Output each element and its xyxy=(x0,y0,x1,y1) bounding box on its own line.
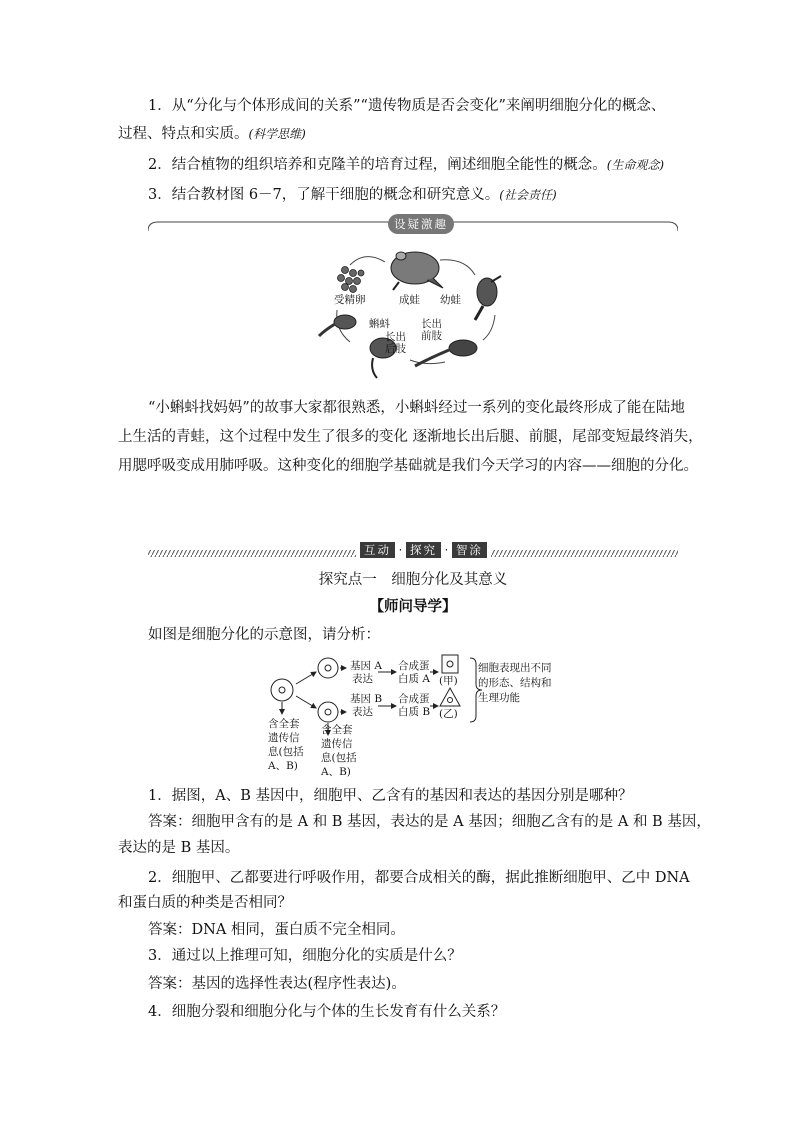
protein-a-line-1: 合成蛋 xyxy=(398,660,430,672)
cell-jia-icon xyxy=(442,655,458,673)
section-banner-labels xyxy=(356,542,491,562)
banner-label-b: 探究 xyxy=(406,542,441,558)
question-2-line-1: 2．细胞甲、乙都要进行呼吸作用，都要合成相关的酶，据此推断细胞甲、乙中 DNA xyxy=(148,870,690,886)
branch-arrow-b xyxy=(296,696,316,708)
brace-text-1: 细胞表现出不同 xyxy=(478,662,552,674)
adult-frog-icon xyxy=(391,252,443,290)
label-adult-frog: 成蛙 xyxy=(399,294,420,306)
answer-1-line-2: 表达的是 B 基因。 xyxy=(118,840,240,856)
intro-line-2: 上生活的青蛙，这个过程中发生了很多的变化 逐渐地长出后腿、前腿，尾部变短最终消失， xyxy=(118,429,703,445)
gene-a-line-2: 表达 xyxy=(352,673,373,685)
mid-note-4: A、B) xyxy=(321,766,351,778)
objective-1-continued xyxy=(118,124,306,144)
mid-note-2: 遗传信 xyxy=(321,738,353,750)
banner-label-a: 互动 xyxy=(360,542,395,558)
cell-jia-label: (甲) xyxy=(439,675,458,687)
intro-banner-label: 设疑激趣 xyxy=(388,214,454,234)
cell-yi-icon xyxy=(440,688,460,706)
left-note-2: 遗传信 xyxy=(268,732,300,744)
label-hind-2: 后肢 xyxy=(385,343,406,355)
diagram-prompt: 如图是细胞分化的示意图，请分析： xyxy=(148,627,380,643)
gene-b-line-1: 基因 B xyxy=(350,693,383,705)
objective-1-text: 1．从“分化与个体形成间的关系”“遗传物质是否会变化”来阐明细胞分化的概念、 xyxy=(148,98,666,114)
protein-b-line-1: 合成蛋 xyxy=(398,693,430,705)
left-note-3: 息(包括 xyxy=(268,746,304,758)
brace-text-3: 生理功能 xyxy=(478,692,520,704)
frog-life-cycle-illustration xyxy=(315,240,515,390)
branch-arrow-a xyxy=(296,672,316,684)
mid-note-1: 含全套 xyxy=(321,724,353,736)
objective-1-cont: 过程、特点和实质。 xyxy=(118,126,249,142)
question-4: 4．细胞分裂和细胞分化与个体的生长发育有什么关系？ xyxy=(148,1004,506,1020)
left-note-4: A、B) xyxy=(268,760,298,772)
gene-a-line-1: 基因 A xyxy=(350,660,382,672)
source-cell-icon xyxy=(271,679,293,701)
protein-b-line-2: 白质 B xyxy=(398,706,431,718)
objective-2-text: 2．结合植物的组织培养和克隆羊的培育过程，阐述细胞全能性的概念。 xyxy=(148,157,607,173)
answer-2: 答案：DNA 相同，蛋白质不完全相同。 xyxy=(148,922,405,938)
daughter-cell-a-icon xyxy=(318,658,338,678)
front-leg-tadpole-icon xyxy=(415,340,477,366)
banner-dot-2: · xyxy=(440,543,452,557)
section-banner xyxy=(148,543,678,561)
intro-banner xyxy=(148,218,678,232)
answer-3: 答案：基因的选择性表达(程序性表达)。 xyxy=(148,976,406,992)
gene-b-line-2: 表达 xyxy=(352,706,373,718)
answer-1-line-1: 答案：细胞甲含有的是 A 和 B 基因，表达的是 A 基因；细胞乙含有的是 A 和 B 基因， xyxy=(148,814,711,830)
mid-note-3: 息(包括 xyxy=(321,752,357,764)
label-fertilized-egg: 受精卵 xyxy=(334,294,366,306)
objective-3-text: 3．结合教材图 6－7，了解干细胞的概念和研究意义。 xyxy=(148,187,500,203)
intro-line-1: “小蝌蚪找妈妈”的故事大家都很熟悉，小蝌蚪经过一系列的变化最终形成了能在陆地 xyxy=(148,400,685,416)
subsection-title: 【师问导学】 xyxy=(369,598,457,615)
eggs-icon xyxy=(338,267,365,293)
objective-1-tag: (科学思维) xyxy=(248,127,306,141)
left-note-1: 含全套 xyxy=(268,718,300,730)
banner-dot-1: · xyxy=(395,543,406,557)
protein-a-line-2: 白质 A xyxy=(398,673,430,685)
label-hind-1: 长出 xyxy=(385,331,406,343)
question-2-line-2: 和蛋白质的种类是否相同？ xyxy=(118,895,292,911)
banner-label-c: 智涂 xyxy=(452,542,487,558)
label-tadpole: 蝌蚪 xyxy=(369,318,390,330)
label-front-1: 长出 xyxy=(421,318,442,330)
objective-2-tag: (生命观念) xyxy=(606,158,665,172)
cell-yi-label: (乙) xyxy=(439,708,458,720)
label-young-frog: 幼蛙 xyxy=(440,294,461,306)
tadpole-icon xyxy=(319,315,356,336)
question-1: 1．据图，A、B 基因中，细胞甲、乙含有的基因和表达的基因分别是哪种？ xyxy=(148,788,633,804)
objective-3 xyxy=(148,185,557,205)
objective-1 xyxy=(148,96,665,116)
brace-text-2: 的形态、结构和 xyxy=(478,677,552,689)
daughter-cell-b-icon xyxy=(318,702,338,722)
question-3: 3．通过以上推理可知，细胞分化的实质是什么？ xyxy=(148,948,462,964)
label-front-2: 前肢 xyxy=(421,330,442,342)
intro-line-3: 用腮呼吸变成用肺呼吸。这种变化的细胞学基础就是我们今天学习的内容——细胞的分化。 xyxy=(118,458,698,474)
objective-2 xyxy=(148,155,664,175)
section-title: 探究点一 细胞分化及其意义 xyxy=(318,572,508,588)
young-frog-icon xyxy=(475,276,501,320)
objective-3-tag: (社会责任) xyxy=(499,188,557,202)
